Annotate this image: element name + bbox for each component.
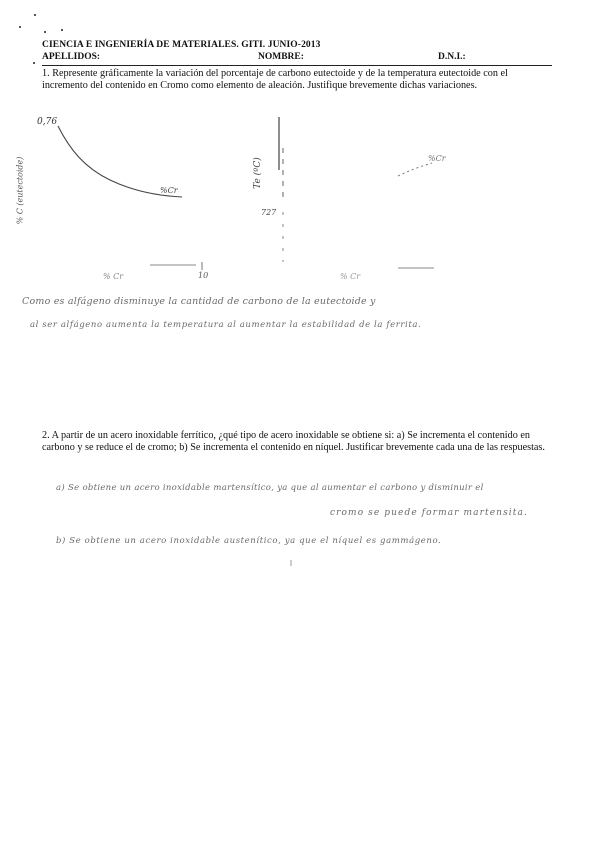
eutectoid-temperature-curve [398,163,432,176]
apellidos-label: APELLIDOS: [42,52,101,62]
right-y-axis-label: Te (ºC) [252,157,263,189]
right-curve-label: %Cr [428,154,446,163]
exam-title: CIENCIA E INGENIERÍA DE MATERIALES. GITI. JUNIO-2013 [42,40,321,50]
left-y-value-label: 0,76 [37,117,58,127]
right-y-value-label: 727 [261,208,277,217]
answer-2a-line-1: a) Se obtiene un acero inoxidable martensítico, ya que al aumentar el carbono y disminuir el [56,483,484,493]
right-x-axis-label: % Cr [340,272,361,281]
answer-2b-line-1: b) Se obtiene un acero inoxidable austenítico, ya que el níquel es gammágeno. [56,536,442,546]
left-x-tick-label: 10 [198,271,209,280]
answer-1-line-1: Como es alfágeno disminuye la cantidad de carbono de la eutectoide y [22,296,376,307]
question-1: 1. Represente gráficamente la variación del porcentaje de carbono eutectoide y de la temperatura eutectoide con el incremento del contenido en Cromo como elemento de aleación. Justifique brevemente dichas variaciones. [42,68,508,92]
left-x-axis-label: % Cr [103,272,124,281]
question-2: 2. A partir de un acero inoxidable ferrítico, ¿qué tipo de acero inoxidable se obtiene si: a) Se incrementa el contenido en carbono y se reduce el de cromo; b) Se incrementa el contenido en níquel. Justificar brevemente cada una de las respuestas. [42,430,545,454]
nombre-label: NOMBRE: [258,52,304,62]
left-curve-label: %Cr [160,186,178,195]
dni-label: D.N.I.: [438,52,466,62]
left-y-axis-label: % C (eutectoide) [15,156,25,225]
answer-2a-line-2: cromo se puede formar martensita. [330,508,528,518]
answer-1-line-2: al ser alfágeno aumenta la temperatura al aumentar la estabilidad de la ferrita. [30,320,422,330]
